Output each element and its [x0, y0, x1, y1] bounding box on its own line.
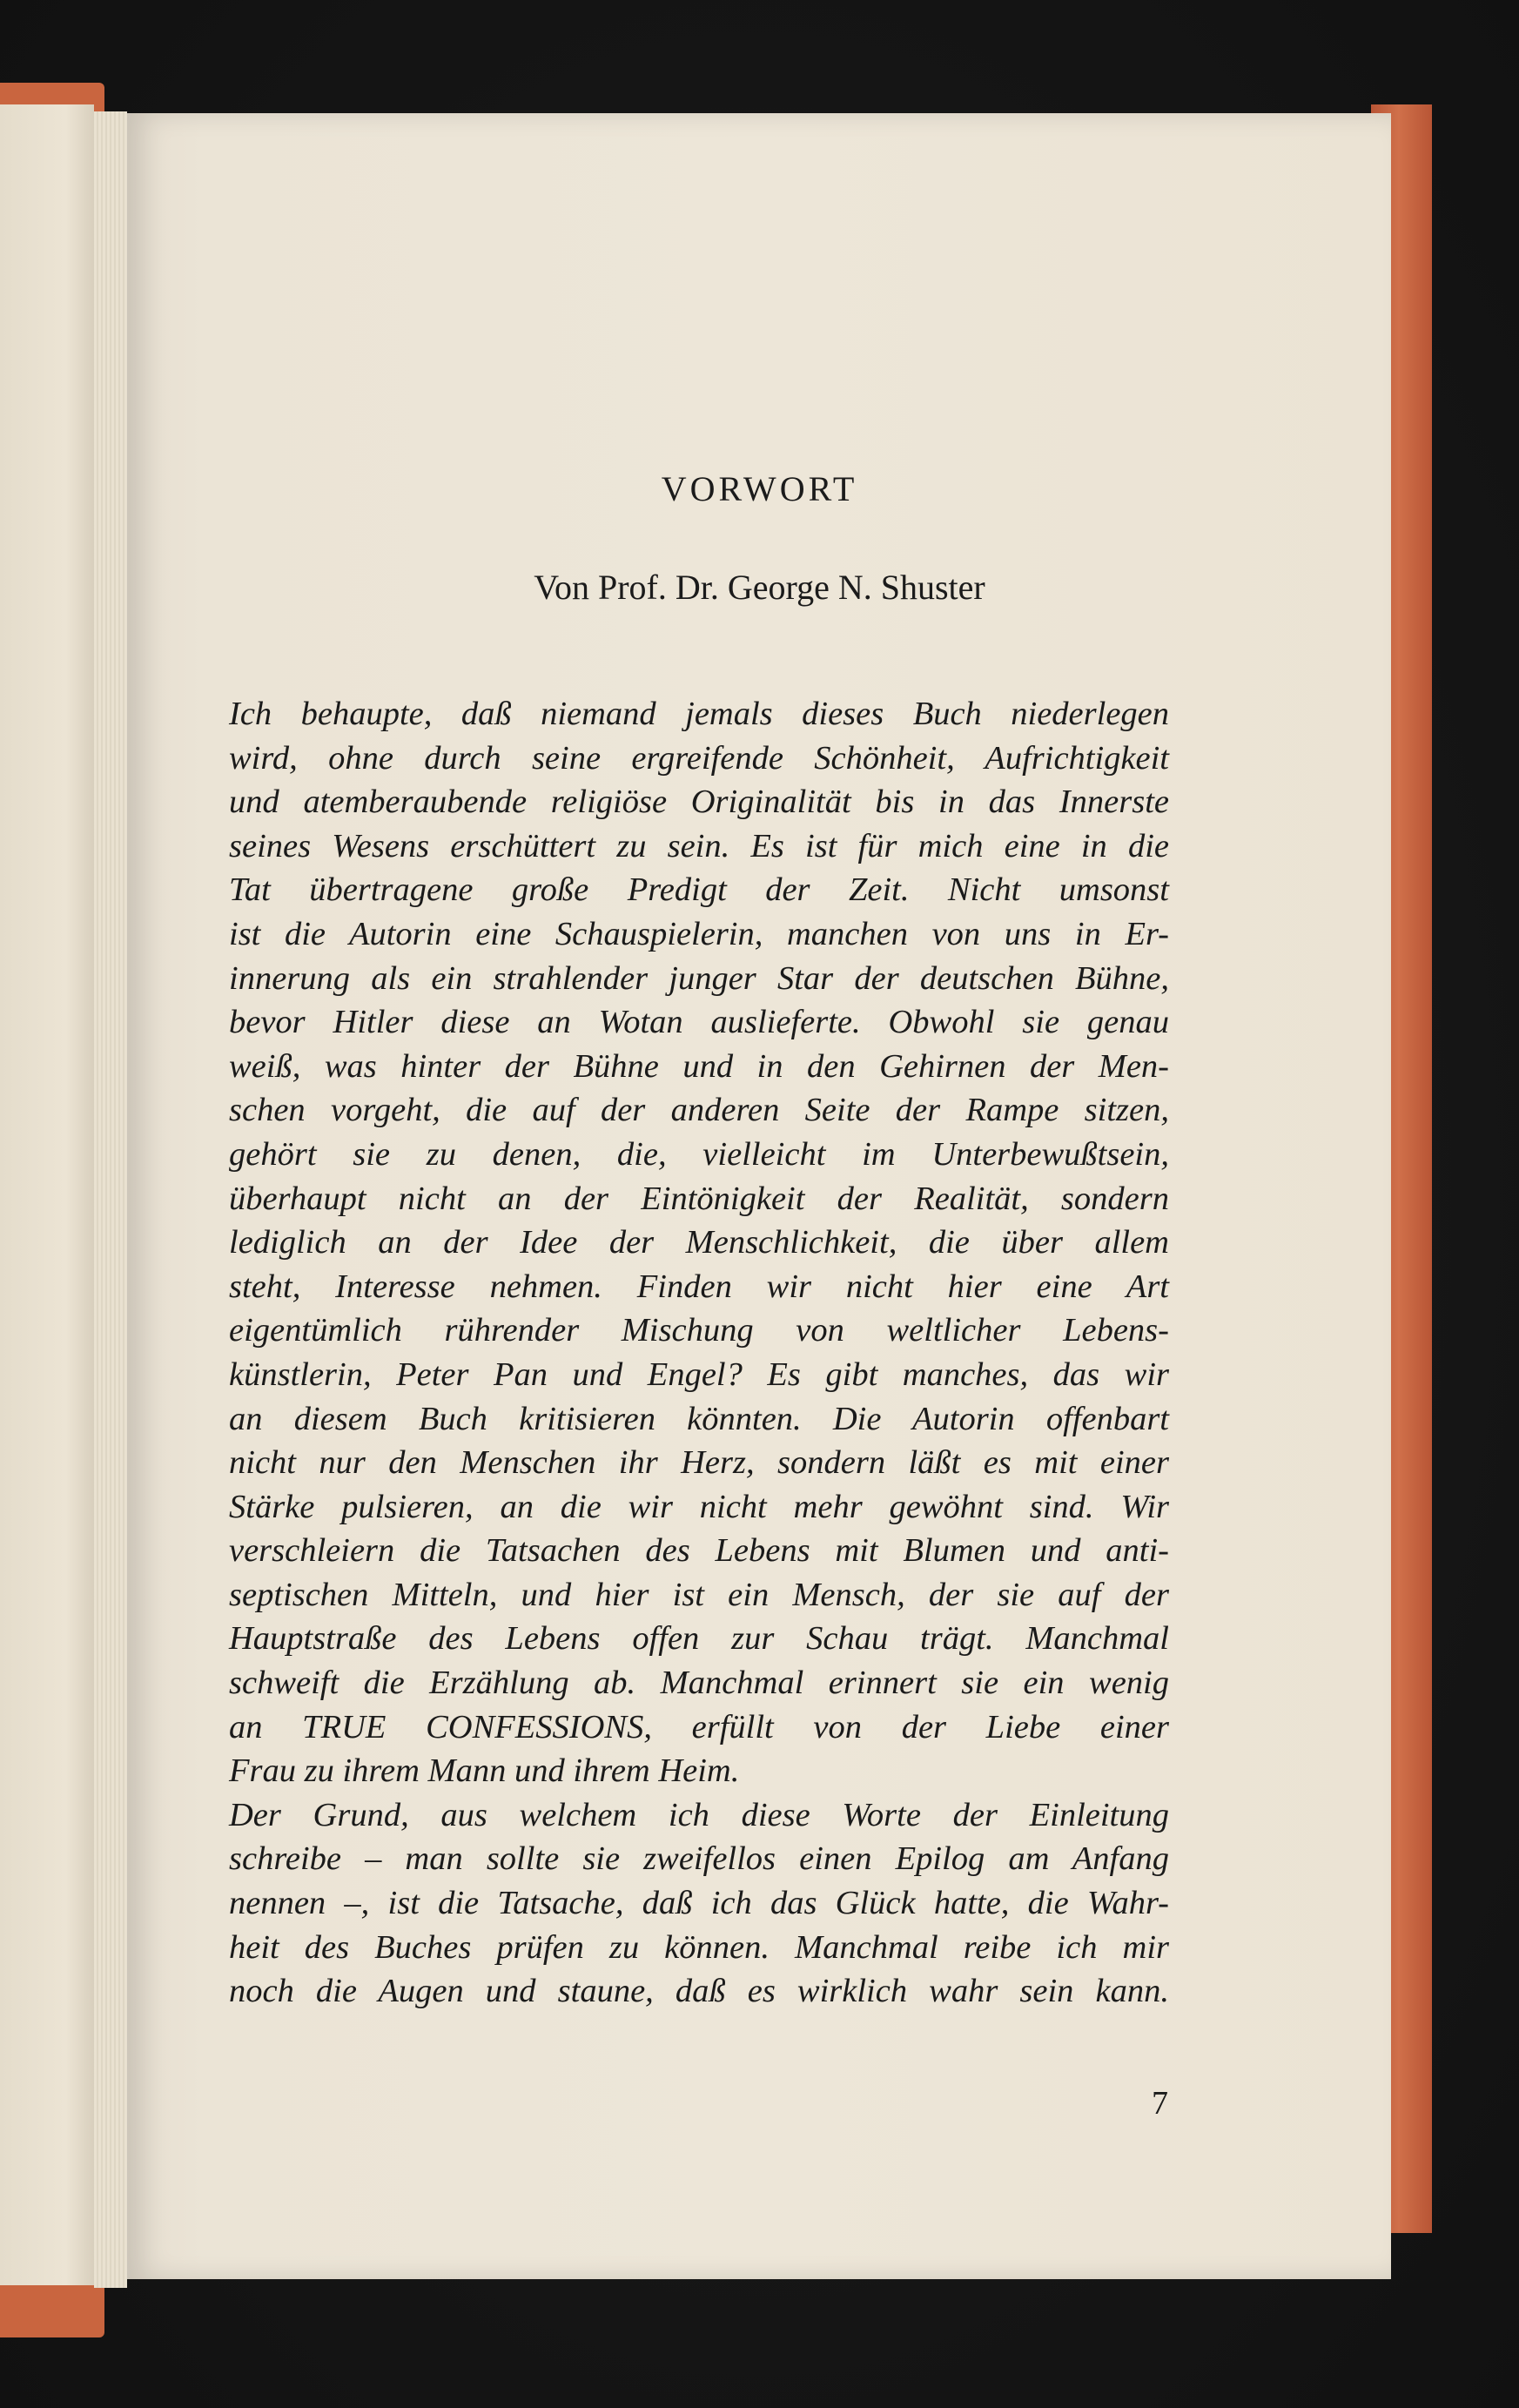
text-line: lediglich an der Idee der Menschlichkeit, die über allem	[229, 1224, 1169, 1261]
text-line: schreibe – man sollte sie zweifellos einen Epilog am Anfang	[229, 1840, 1169, 1878]
text-line: heit des Buches prüfen zu können. Manchmal reibe ich mir	[229, 1928, 1169, 1966]
text-line: überhaupt nicht an der Eintönigkeit der Realität, sondern	[229, 1180, 1169, 1217]
text-line: wird, ohne durch seine ergreifende Schönheit, Aufrichtigkeit	[229, 739, 1169, 777]
text-line: Ich behaupte, daß niemand jemals dieses Buch niederlegen	[229, 696, 1169, 732]
text-line: künstlerin, Peter Pan und Engel? Es gibt manches, das wir	[229, 1355, 1169, 1393]
text-line: und atemberaubende religiöse Originalität bis in das Innerste	[229, 784, 1169, 821]
text-line: verschleiern die Tatsachen des Lebens mit Blumen und anti-	[229, 1532, 1169, 1570]
author-byline: Von Prof. Dr. George N. Shuster	[534, 568, 985, 607]
text-line: schweift die Erzählung ab. Manchmal erinnert sie ein wenig	[229, 1665, 1169, 1702]
text-line: an diesem Buch kritisieren könnten. Die Autorin offenbart	[229, 1400, 1169, 1437]
text-line: nennen –, ist die Tatsache, daß ich das Glück hatte, die Wahr-	[229, 1885, 1169, 1922]
text-line: weiß, was hinter der Bühne und in den Gehirnen der Men-	[229, 1047, 1169, 1085]
left-page	[0, 104, 94, 2285]
text-line: noch die Augen und staune, daß es wirklich wahr sein kann.	[229, 1973, 1169, 2010]
text-line: nicht nur den Menschen ihr Herz, sondern läßt es mit einer	[229, 1444, 1169, 1482]
text-line: Der Grund, aus welchem ich diese Worte der Einleitung	[229, 1796, 1169, 1833]
text-line: bevor Hitler diese an Wotan auslieferte. Obwohl sie genau	[229, 1004, 1169, 1041]
text-line: seines Wesens erschüttert zu sein. Es ist für mich eine in die	[229, 827, 1169, 864]
text-line: Hauptstraße des Lebens offen zur Schau trägt. Manchmal	[229, 1620, 1169, 1658]
page-number: 7	[1152, 2085, 1168, 2122]
chapter-heading: VORWORT	[661, 469, 858, 508]
text-line: gehört sie zu denen, die, vielleicht im Unterbewußtsein,	[229, 1135, 1169, 1173]
body-text	[229, 692, 1169, 2014]
text-line: ist die Autorin eine Schauspielerin, manchen von uns in Er-	[229, 915, 1169, 952]
page-edges	[94, 111, 127, 2288]
text-line: schen vorgeht, die auf der anderen Seite der Rampe sitzen,	[229, 1092, 1169, 1129]
text-line: an TRUE CONFESSIONS, erfüllt von der Liebe einer	[229, 1708, 1169, 1745]
text-line: Frau zu ihrem Mann und ihrem Heim.	[229, 1752, 740, 1790]
text-line: Stärke pulsieren, an die wir nicht mehr gewöhnt sind. Wir	[229, 1488, 1169, 1525]
text-line: innerung als ein strahlender junger Star der deutschen Bühne,	[229, 959, 1169, 997]
text-line: eigentümlich rührender Mischung von weltlicher Lebens-	[229, 1312, 1169, 1349]
text-line: steht, Interesse nehmen. Finden wir nicht hier eine Art	[229, 1268, 1169, 1305]
text-line: septischen Mitteln, und hier ist ein Mensch, der sie auf der	[229, 1576, 1169, 1613]
text-line: Tat übertragene große Predigt der Zeit. Nicht umsonst	[229, 871, 1169, 909]
